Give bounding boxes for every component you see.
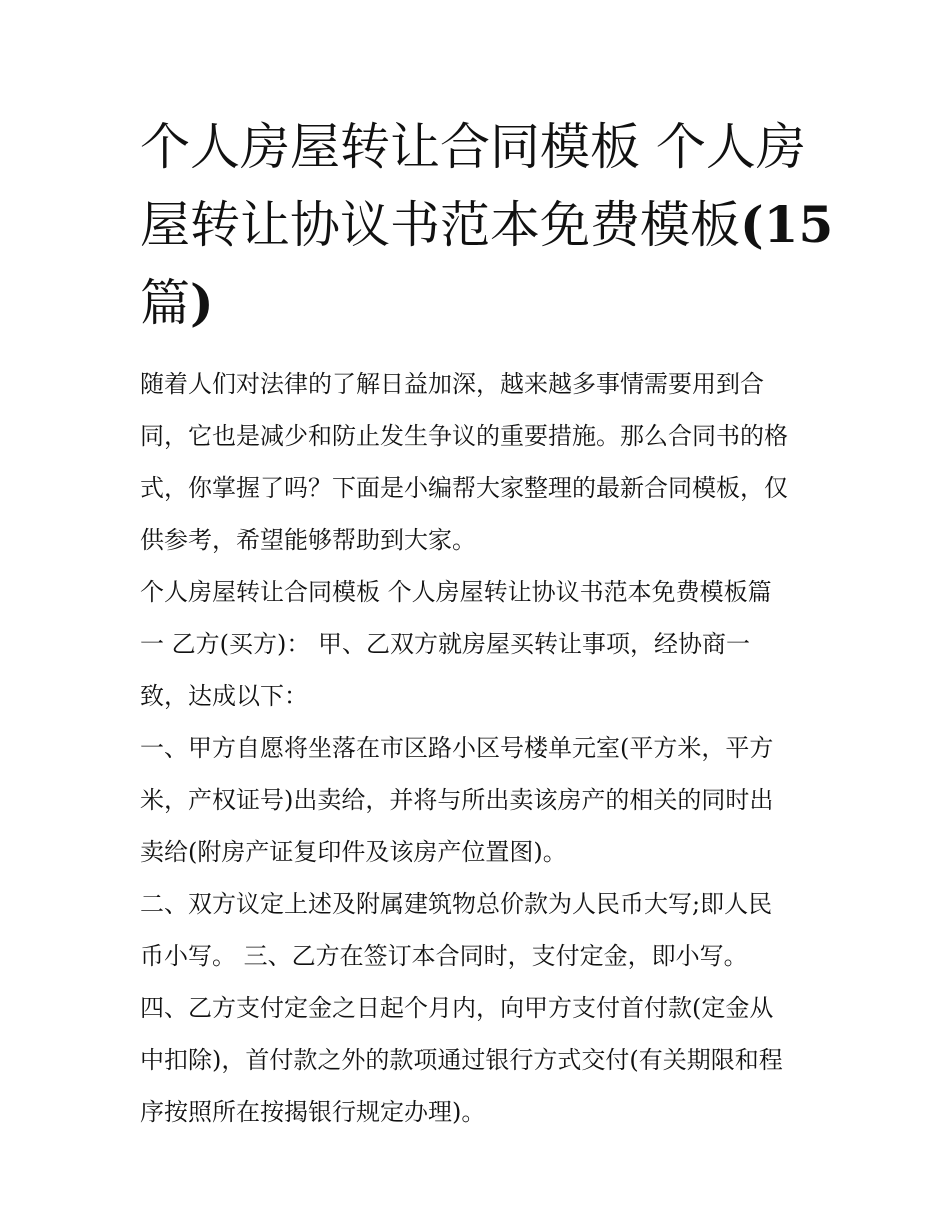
body-line: 随着人们对法律的了解日益加深，越来越多事情需要用到合 — [140, 370, 764, 398]
title-line-3-paren: ) — [190, 273, 214, 332]
title-line-3 — [140, 264, 820, 342]
body-line: 序按照所在按揭银行规定办理)。 — [140, 1098, 486, 1126]
title-line-2-number: (15 — [740, 195, 834, 254]
body-line: 个人房屋转让合同模板 个人房屋转让协议书范本免费模板篇 — [140, 578, 772, 606]
body-line: 二、双方议定上述及附属建筑物总价款为人民币大写;即人民 — [140, 890, 773, 918]
body-line: 米，产权证号)出卖给，并将与所出卖该房产的相关的同时出 — [140, 786, 774, 814]
body-line: 一、甲方自愿将坐落在市区路小区号楼单元室(平方米，平方 — [140, 734, 774, 762]
body-line: 一 乙方(买方)： 甲、乙双方就房屋买转让事项，经协商一 — [140, 630, 750, 658]
body-line: 卖给(附房产证复印件及该房产位置图)。 — [140, 838, 567, 866]
body-line: 致，达成以下： — [140, 682, 308, 710]
body-line: 四、乙方支付定金之日起个月内，向甲方支付首付款(定金从 — [140, 994, 774, 1022]
body-line: 供参考，希望能够帮助到大家。 — [140, 526, 476, 554]
document-title — [140, 108, 834, 342]
title-line-2-text: 屋转让协议书范本免费模板 — [140, 196, 740, 254]
body-line: 中扣除)，首付款之外的款项通过银行方式交付(有关期限和程 — [140, 1046, 783, 1074]
body-line: 同，它也是减少和防止发生争议的重要措施。那么合同书的格 — [140, 422, 788, 450]
body-line: 币小写。 三、乙方在签订本合同时，支付定金，即小写。 — [140, 942, 748, 970]
title-line-2 — [140, 186, 834, 264]
title-line-3-text: 篇 — [140, 274, 190, 332]
title-line-1: 个人房屋转让合同模板 个人房 — [140, 118, 806, 176]
document-body — [140, 358, 820, 1138]
body-line: 式，你掌握了吗？下面是小编帮大家整理的最新合同模板，仅 — [140, 474, 788, 502]
